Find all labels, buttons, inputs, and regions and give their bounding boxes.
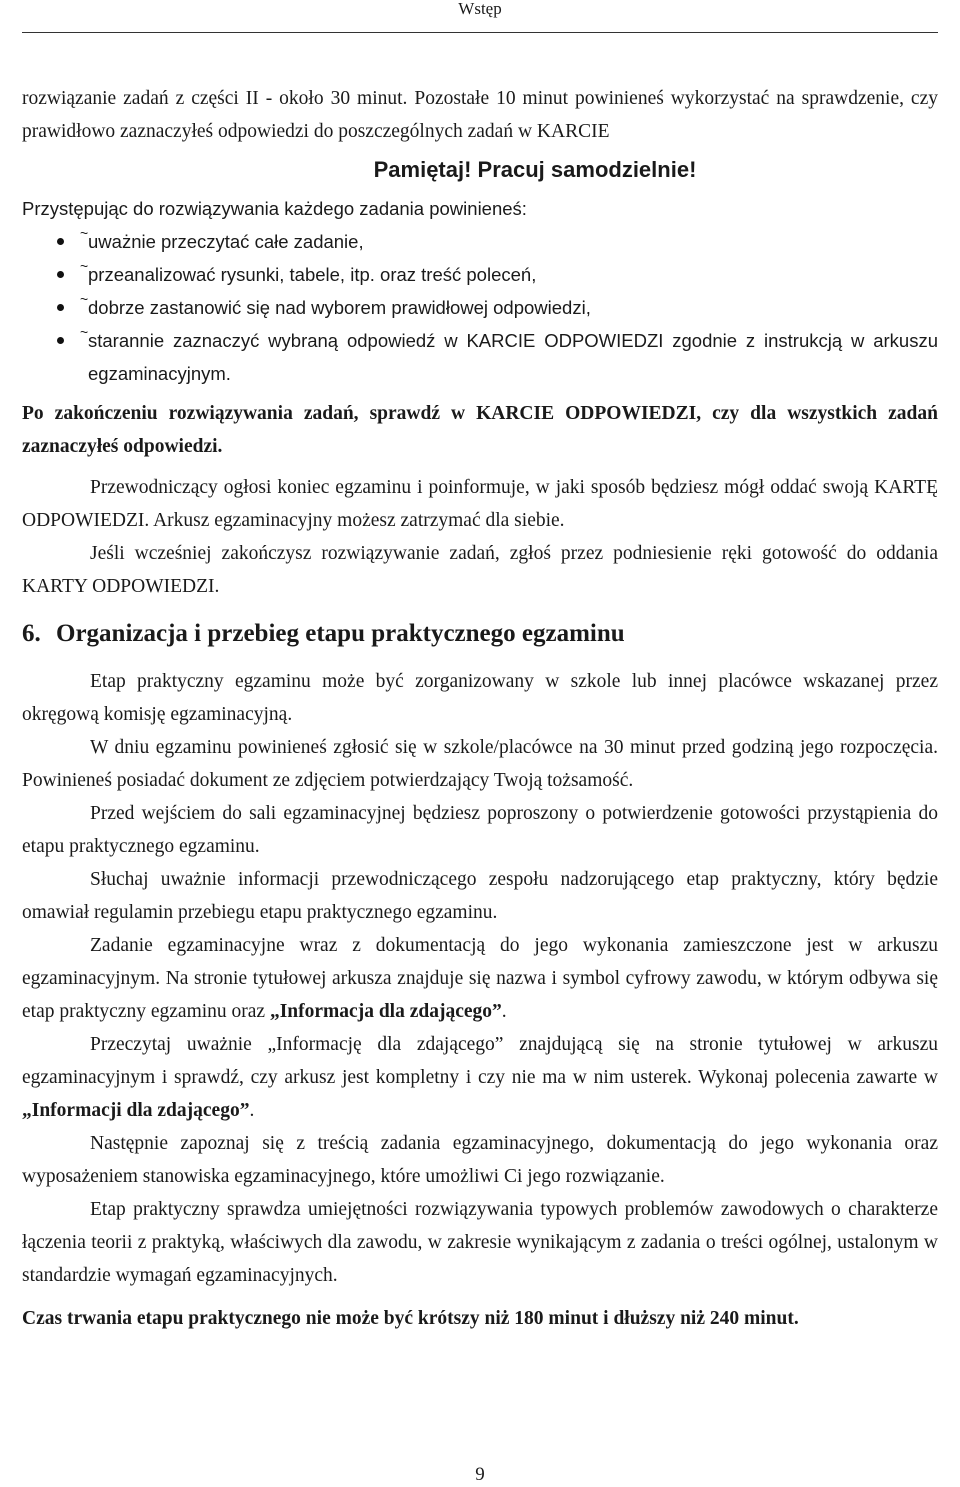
bullet-icon bbox=[57, 304, 64, 311]
duration-note: Czas trwania etapu praktycznego nie może być krótszy niż 180 minut i dłuższy niż 240 minut. bbox=[22, 1308, 799, 1329]
paragraph: Jeśli wcześniej zakończysz rozwiązywanie zadań, zgłoś przez podniesienie ręki gotowość do oddania KARTY ODPOWIEDZI. bbox=[22, 543, 938, 597]
bold-phrase: „Informacja dla zdającego” bbox=[269, 1001, 502, 1022]
list-item: ~ uważnie przeczytać całe zadanie, bbox=[22, 225, 938, 258]
running-header: Wstęp bbox=[458, 0, 502, 18]
paragraph: Przewodniczący ogłosi koniec egzaminu i poinformuje, w jaki sposób będziesz mógł oddać swoją KARTĘ ODPOWIEDZI. Arkusz egzaminacyjny możesz zatrzymać dla siebie. bbox=[22, 477, 938, 531]
bullets-lead: Przystępując do rozwiązywania każdego zadania powinieneś: bbox=[22, 198, 527, 219]
intro-paragraph: rozwiązanie zadań z części II - około 30 minut. Pozostałe 10 minut powinieneś wykorzystać na sprawdzenie, czy prawidłowo zaznaczyłeś odpowiedzi do poszczególnych zadań w KARCIE bbox=[22, 88, 938, 142]
paragraph: Etap praktyczny sprawdza umiejętności rozwiązywania typowych problemów zawodowych o charakterze łączenia teorii z praktyką, właściwych dla zawodu, w zakresie wynikającym z zadania o treści ogólnej, ustalonym w standardzie wymagań egzaminacyjnych. bbox=[22, 1199, 938, 1286]
section-heading bbox=[22, 617, 938, 651]
instruction-list bbox=[22, 225, 938, 390]
section-title: Organizacja i przebieg etapu praktycznego egzaminu bbox=[56, 620, 625, 647]
remember-note: Pamiętaj! Pracuj samodzielnie! bbox=[373, 157, 697, 182]
tilde-icon: ~ bbox=[80, 291, 89, 307]
paragraph: Następnie zapoznaj się z treścią zadania egzaminacyjnego, dokumentacją do jego wykonania oraz wyposażeniem stanowiska egzaminacyjnego, które umożliwi Ci jego rozwiązanie. bbox=[22, 1133, 938, 1187]
list-item: ~ dobrze zastanowić się nad wyborem prawidłowej odpowiedzi, bbox=[22, 291, 938, 324]
page-content bbox=[22, 82, 938, 1335]
paragraph: Słuchaj uważnie informacji przewodniczącego zespołu nadzorującego etap praktyczny, który będzie omawiał regulamin przebiegu etapu praktycznego egzaminu. bbox=[22, 869, 938, 923]
list-item: ~ starannie zaznaczyć wybraną odpowiedź w KARCIE ODPOWIEDZI zgodnie z instrukcją w arkuszu egzaminacyjnym. bbox=[22, 324, 938, 390]
paragraph: Zadanie egzaminacyjne wraz z dokumentacją do jego wykonania zamieszczone jest w arkuszu egzaminacyjnym. Na stronie tytułowej arkusza znajduje się nazwa i symbol cyfrowy zawodu, w którym odbywa się etap praktyczny egzaminu oraz „Informacja dla zdającego”. bbox=[22, 935, 938, 1022]
paragraph: Przeczytaj uważnie „Informację dla zdającego” znajdującą się na stronie tytułowej w arkuszu egzaminacyjnym i sprawdź, czy arkusz jest kompletny i czy nie ma w nim usterek. Wykonaj polecenia zawarte w „Informacji dla zdającego”. bbox=[22, 1034, 938, 1121]
section-number: 6. bbox=[22, 620, 41, 647]
tilde-icon: ~ bbox=[80, 225, 89, 241]
paragraph: Przed wejściem do sali egzaminacyjnej będziesz poproszony o potwierdzenie gotowości przystąpienia do etapu praktycznego egzaminu. bbox=[22, 803, 938, 857]
header-rule bbox=[22, 32, 938, 33]
paragraph: W dniu egzaminu powinieneś zgłosić się w szkole/placówce na 30 minut przed godziną jego rozpoczęcia. Powinieneś posiadać dokument ze zdjęciem potwierdzający Twoją tożsamość. bbox=[22, 737, 938, 791]
bold-phrase: „Informacji dla zdającego” bbox=[22, 1100, 250, 1121]
bold-reminder: Po zakończeniu rozwiązywania zadań, sprawdź w KARCIE ODPOWIEDZI, czy dla wszystkich zadań zaznaczyłeś odpowiedzi. bbox=[22, 403, 938, 457]
list-item: ~ przeanalizować rysunki, tabele, itp. oraz treść poleceń, bbox=[22, 258, 938, 291]
bullet-icon bbox=[57, 238, 64, 245]
page-number: 9 bbox=[475, 1464, 485, 1485]
bullet-icon bbox=[57, 271, 64, 278]
bullet-icon bbox=[57, 337, 64, 344]
paragraph: Etap praktyczny egzaminu może być zorganizowany w szkole lub innej placówce wskazanej przez okręgową komisję egzaminacyjną. bbox=[22, 671, 938, 725]
tilde-icon: ~ bbox=[80, 324, 89, 340]
tilde-icon: ~ bbox=[80, 258, 89, 274]
